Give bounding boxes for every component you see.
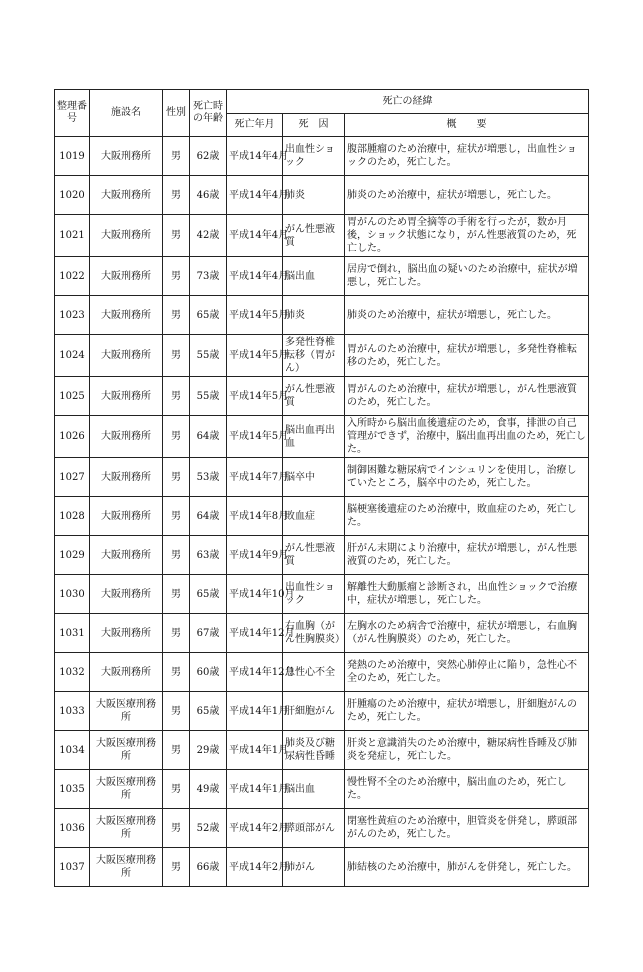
death-summary: 肝腫瘍のため治療中，症状が増悪し，肝細胞がんのため，死亡した。 — [345, 692, 589, 731]
table-row — [55, 335, 589, 377]
age-cell: 29歳 — [190, 731, 227, 770]
age-cell: 53歳 — [190, 458, 227, 497]
header-num: 整理番号 — [55, 90, 90, 137]
record-number: 1029 — [55, 536, 90, 575]
cause-of-death: 出血性ショック — [283, 137, 345, 176]
death-summary: 胃がんのため治療中，症状が増悪し，多発性脊椎転移のため，死亡した。 — [345, 335, 589, 377]
death-date: 平成14年2月 — [227, 848, 283, 887]
sex-cell: 男 — [163, 497, 190, 536]
record-number: 1031 — [55, 614, 90, 653]
cause-of-death: がん性悪液質 — [283, 377, 345, 416]
header-row-top — [55, 90, 589, 114]
age-cell: 67歳 — [190, 614, 227, 653]
death-summary: 脳梗塞後遺症のため治療中，敗血症のため，死亡した。 — [345, 497, 589, 536]
facility-name: 大阪医療刑務所 — [90, 848, 163, 887]
death-summary: 発熱のため治療中，突然心肺停止に陥り，急性心不全のため，死亡した。 — [345, 653, 589, 692]
table-row — [55, 575, 589, 614]
record-number: 1023 — [55, 296, 90, 335]
header-date: 死亡年月 — [227, 114, 283, 137]
table-row — [55, 848, 589, 887]
sex-cell: 男 — [163, 809, 190, 848]
age-cell: 65歳 — [190, 692, 227, 731]
record-number: 1034 — [55, 731, 90, 770]
sex-cell: 男 — [163, 692, 190, 731]
record-number: 1037 — [55, 848, 90, 887]
record-number: 1030 — [55, 575, 90, 614]
death-summary: 制御困難な糖尿病でインシュリンを使用し，治療していたところ，脳卒中のため，死亡した。 — [345, 458, 589, 497]
age-cell: 66歳 — [190, 848, 227, 887]
death-date: 平成14年2月 — [227, 809, 283, 848]
death-date: 平成14年5月 — [227, 335, 283, 377]
table-row — [55, 497, 589, 536]
table-row — [55, 416, 589, 458]
sex-cell: 男 — [163, 257, 190, 296]
death-summary: 肺結核のため治療中，肺がんを併発し，死亡した。 — [345, 848, 589, 887]
table-row — [55, 377, 589, 416]
table-row — [55, 809, 589, 848]
facility-name: 大阪刑務所 — [90, 416, 163, 458]
cause-of-death: 多発性脊椎転移（胃がん） — [283, 335, 345, 377]
record-number: 1033 — [55, 692, 90, 731]
sex-cell: 男 — [163, 377, 190, 416]
record-number: 1020 — [55, 176, 90, 215]
table-row — [55, 770, 589, 809]
death-summary: 居房で倒れ，脳出血の疑いのため治療中，症状が増悪し，死亡した。 — [345, 257, 589, 296]
sex-cell: 男 — [163, 770, 190, 809]
death-date: 平成14年1月 — [227, 770, 283, 809]
facility-name: 大阪刑務所 — [90, 614, 163, 653]
sex-cell: 男 — [163, 653, 190, 692]
header-facility: 施設名 — [90, 90, 163, 137]
death-summary: 肝がん末期により治療中，症状が増悪し，がん性悪液質のため，死亡した。 — [345, 536, 589, 575]
sex-cell: 男 — [163, 731, 190, 770]
record-number: 1021 — [55, 215, 90, 257]
sex-cell: 男 — [163, 575, 190, 614]
facility-name: 大阪刑務所 — [90, 176, 163, 215]
cause-of-death: 急性心不全 — [283, 653, 345, 692]
age-cell: 73歳 — [190, 257, 227, 296]
table-row — [55, 692, 589, 731]
facility-name: 大阪刑務所 — [90, 257, 163, 296]
death-summary: 解離性大動脈瘤と診断され，出血性ショックで治療中，症状が増悪し，死亡した。 — [345, 575, 589, 614]
cause-of-death: 脳出血再出血 — [283, 416, 345, 458]
table-row — [55, 614, 589, 653]
sex-cell: 男 — [163, 215, 190, 257]
facility-name: 大阪刑務所 — [90, 653, 163, 692]
header-sex: 性別 — [163, 90, 190, 137]
death-date: 平成14年4月 — [227, 215, 283, 257]
death-date: 平成14年10月 — [227, 575, 283, 614]
record-number: 1019 — [55, 137, 90, 176]
table-row — [55, 296, 589, 335]
facility-name: 大阪刑務所 — [90, 458, 163, 497]
death-summary: 左胸水のため病舎で治療中，症状が増悪し，右血胸（がん性胸膜炎）のため，死亡した。 — [345, 614, 589, 653]
header-summary: 概 要 — [345, 114, 589, 137]
age-cell: 65歳 — [190, 575, 227, 614]
table-row — [55, 458, 589, 497]
death-date: 平成14年4月 — [227, 176, 283, 215]
sex-cell: 男 — [163, 176, 190, 215]
facility-name: 大阪刑務所 — [90, 575, 163, 614]
deaths-table — [54, 89, 589, 887]
facility-name: 大阪刑務所 — [90, 137, 163, 176]
death-date: 平成14年5月 — [227, 296, 283, 335]
facility-name: 大阪刑務所 — [90, 215, 163, 257]
death-date: 平成14年1月 — [227, 731, 283, 770]
death-date: 平成14年4月 — [227, 137, 283, 176]
sex-cell: 男 — [163, 458, 190, 497]
cause-of-death: 肝細胞がん — [283, 692, 345, 731]
cause-of-death: 脳出血 — [283, 770, 345, 809]
header-age: 死亡時の年齢 — [190, 90, 227, 137]
age-cell: 63歳 — [190, 536, 227, 575]
death-date: 平成14年5月 — [227, 416, 283, 458]
record-number: 1032 — [55, 653, 90, 692]
cause-of-death: 肺がん — [283, 848, 345, 887]
death-summary: 入所時から脳出血後遺症のため，食事，排泄の自己管理ができず，治療中，脳出血再出血のため，死亡した。 — [345, 416, 589, 458]
death-date: 平成14年12月 — [227, 653, 283, 692]
cause-of-death: 肺炎 — [283, 176, 345, 215]
death-summary: 肺炎のため治療中，症状が増悪し，死亡した。 — [345, 176, 589, 215]
death-summary: 腹部腫瘤のため治療中，症状が増悪し，出血性ショックのため，死亡した。 — [345, 137, 589, 176]
age-cell: 49歳 — [190, 770, 227, 809]
cause-of-death: がん性悪液質 — [283, 215, 345, 257]
record-number: 1025 — [55, 377, 90, 416]
header-cause: 死 因 — [283, 114, 345, 137]
record-number: 1028 — [55, 497, 90, 536]
cause-of-death: 敗血症 — [283, 497, 345, 536]
table-row — [55, 215, 589, 257]
cause-of-death: 右血胸（がん性胸膜炎） — [283, 614, 345, 653]
record-number: 1027 — [55, 458, 90, 497]
header-course: 死亡の経緯 — [227, 90, 589, 114]
facility-name: 大阪刑務所 — [90, 335, 163, 377]
table-row — [55, 176, 589, 215]
sex-cell: 男 — [163, 296, 190, 335]
age-cell: 52歳 — [190, 809, 227, 848]
death-summary: 閉塞性黄疸のため治療中，胆管炎を併発し，膵頭部がんのため，死亡した。 — [345, 809, 589, 848]
cause-of-death: 肺炎 — [283, 296, 345, 335]
death-date: 平成14年5月 — [227, 377, 283, 416]
death-summary: 肺炎のため治療中，症状が増悪し，死亡した。 — [345, 296, 589, 335]
record-number: 1036 — [55, 809, 90, 848]
facility-name: 大阪刑務所 — [90, 377, 163, 416]
age-cell: 55歳 — [190, 377, 227, 416]
death-date: 平成14年9月 — [227, 536, 283, 575]
cause-of-death: がん性悪液質 — [283, 536, 345, 575]
facility-name: 大阪刑務所 — [90, 536, 163, 575]
death-summary: 胃がんのため胃全摘等の手術を行ったが，数か月後，ショック状態になり，がん性悪液質のため，死亡した。 — [345, 215, 589, 257]
age-cell: 42歳 — [190, 215, 227, 257]
death-summary: 慢性腎不全のため治療中，脳出血のため，死亡した。 — [345, 770, 589, 809]
facility-name: 大阪医療刑務所 — [90, 731, 163, 770]
facility-name: 大阪医療刑務所 — [90, 809, 163, 848]
cause-of-death: 出血性ショック — [283, 575, 345, 614]
table-row — [55, 536, 589, 575]
age-cell: 55歳 — [190, 335, 227, 377]
death-date: 平成14年4月 — [227, 257, 283, 296]
cause-of-death: 膵頭部がん — [283, 809, 345, 848]
table-row — [55, 137, 589, 176]
table-body — [55, 137, 589, 887]
age-cell: 64歳 — [190, 497, 227, 536]
table-row — [55, 257, 589, 296]
age-cell: 60歳 — [190, 653, 227, 692]
age-cell: 64歳 — [190, 416, 227, 458]
death-date: 平成14年7月 — [227, 458, 283, 497]
death-date: 平成14年1月 — [227, 692, 283, 731]
age-cell: 62歳 — [190, 137, 227, 176]
age-cell: 46歳 — [190, 176, 227, 215]
facility-name: 大阪刑務所 — [90, 296, 163, 335]
facility-name: 大阪医療刑務所 — [90, 770, 163, 809]
record-number: 1024 — [55, 335, 90, 377]
age-cell: 65歳 — [190, 296, 227, 335]
sex-cell: 男 — [163, 848, 190, 887]
sex-cell: 男 — [163, 536, 190, 575]
sex-cell: 男 — [163, 335, 190, 377]
sex-cell: 男 — [163, 614, 190, 653]
cause-of-death: 肺炎及び糖尿病性昏睡 — [283, 731, 345, 770]
cause-of-death: 脳出血 — [283, 257, 345, 296]
sex-cell: 男 — [163, 137, 190, 176]
sex-cell: 男 — [163, 416, 190, 458]
facility-name: 大阪刑務所 — [90, 497, 163, 536]
record-number: 1026 — [55, 416, 90, 458]
death-summary: 胃がんのため治療中，症状が増悪し，がん性悪液質のため，死亡した。 — [345, 377, 589, 416]
death-date: 平成14年8月 — [227, 497, 283, 536]
record-number: 1035 — [55, 770, 90, 809]
death-date: 平成14年12月 — [227, 614, 283, 653]
table-row — [55, 731, 589, 770]
record-number: 1022 — [55, 257, 90, 296]
cause-of-death: 脳卒中 — [283, 458, 345, 497]
death-summary: 肝炎と意識消失のため治療中，糖尿病性昏睡及び肺炎を発症し，死亡した。 — [345, 731, 589, 770]
table-row — [55, 653, 589, 692]
facility-name: 大阪医療刑務所 — [90, 692, 163, 731]
